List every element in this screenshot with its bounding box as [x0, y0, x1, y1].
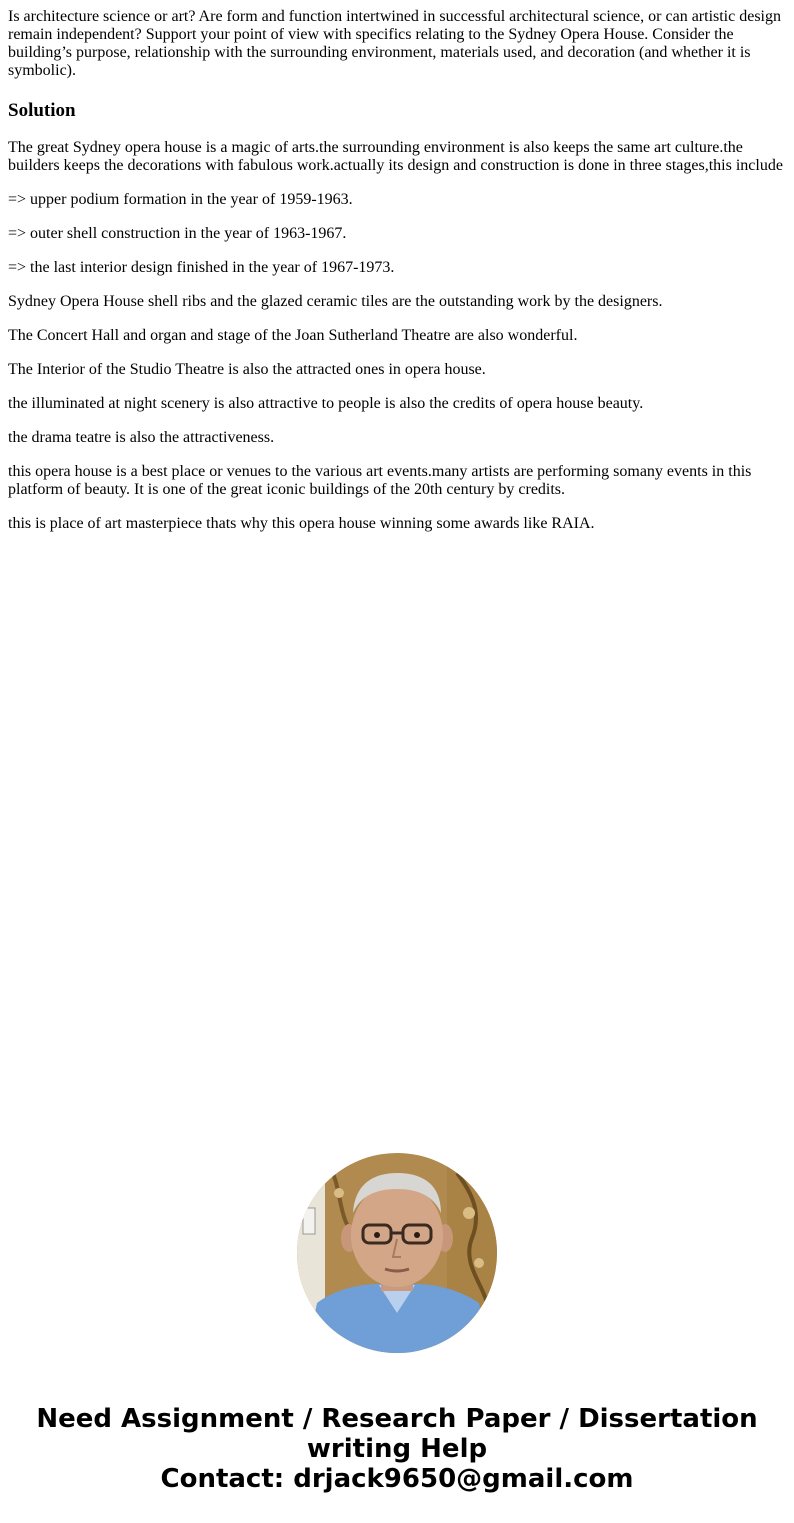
author-avatar: [297, 1153, 497, 1353]
solution-paragraph: The great Sydney opera house is a magic of arts.the surrounding environment is also keeps the same art culture.the builders keeps the decorations with fabulous work.actually its design and construction is done in three stages,this include: [8, 139, 783, 174]
promo-line: writing Help: [306, 1434, 488, 1464]
solution-paragraph: => the last interior design finished in the year of 1967-1973.: [8, 259, 395, 276]
promo-banner: [0, 1404, 794, 1494]
solution-paragraph: The Concert Hall and organ and stage of the Joan Sutherland Theatre are also wonderful.: [8, 327, 578, 344]
promo-contact: Contact: drjack9650@gmail.com: [160, 1464, 634, 1494]
solution-paragraph: The Interior of the Studio Theatre is also the attracted ones in opera house.: [8, 361, 486, 378]
question-text: Is architecture science or art? Are form and function intertwined in successful architectural science, or can artistic design remain independent? Support your point of view with specifics relating to the Sydney Opera House. Consider the building’s purpose, relationship with the surrounding environment, materials used, and decoration (and whether it is symbolic).: [8, 8, 781, 79]
promo-line: Need Assignment / Research Paper / Dissertation: [36, 1404, 758, 1434]
solution-paragraph: => outer shell construction in the year of 1963-1967.: [8, 225, 347, 242]
solution-paragraph: this opera house is a best place or venues to the various art events.many artists are performing somany events in this platform of beauty. It is one of the great iconic buildings of the 20th century by credits.: [8, 463, 752, 498]
solution-heading: Solution: [8, 100, 76, 121]
solution-paragraph: this is place of art masterpiece thats why this opera house winning some awards like RAIA.: [8, 515, 595, 532]
solution-paragraph: the drama teatre is also the attractiveness.: [8, 429, 275, 446]
solution-paragraph: Sydney Opera House shell ribs and the glazed ceramic tiles are the outstanding work by the designers.: [8, 293, 663, 310]
document-body: [8, 8, 788, 549]
solution-paragraph: => upper podium formation in the year of 1959-1963.: [8, 191, 353, 208]
solution-paragraph: the illuminated at night scenery is also attractive to people is also the credits of opera house beauty.: [8, 395, 644, 412]
